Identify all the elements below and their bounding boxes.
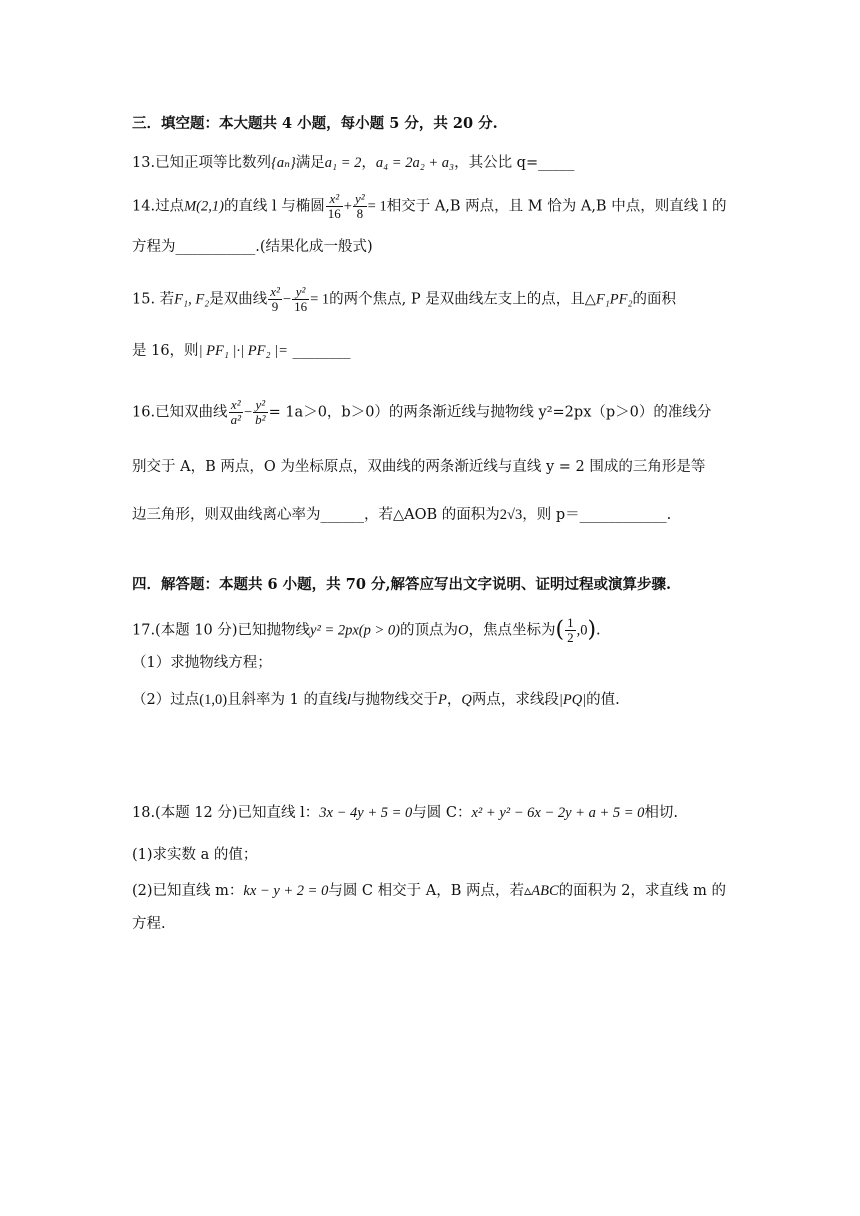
q14-answer-blank[interactable]: ___________: [175, 239, 256, 255]
q18-part2-text-a: (2)已知直线 m：: [132, 883, 244, 899]
q17-head: 17.(本题 10 分)已知抛物线: [132, 622, 311, 639]
question-14-line-1: [132, 192, 727, 221]
q16-fraction-2: $\frac{\text{y²}}{\text{b²}}$: [255, 397, 266, 427]
q17-focus-y: ,0: [576, 622, 588, 639]
q17-text-2: ，焦点坐标为: [468, 622, 556, 639]
q14-equals: = 1: [367, 198, 387, 215]
question-18-line-1: [132, 803, 678, 823]
q13-text-3: ，其公比 q=: [454, 155, 539, 171]
q13-condition-2: a₄ = 2a₂ + a₃: [375, 155, 455, 171]
q17-equation: y² = 2px(p > 0): [310, 622, 400, 639]
section-3-title: 三．填空题：本大题共 4 小题，每小题 5 分，共 20 分.: [132, 115, 498, 132]
q17-right-paren: ): [587, 617, 597, 643]
question-18-part-2-line-1: [132, 881, 726, 901]
q15-foci: F₁, F₂: [174, 291, 210, 308]
section-4-title: 四．解答题：本题共 6 小题，共 70 分,解答应写出文字说明、证明过程或演算步骤.: [132, 576, 672, 593]
q17-part2-text-a: （2）过点: [132, 692, 200, 708]
q15-hyperbola-fraction-1: $\frac{\text{x²}}{9}$: [270, 284, 280, 314]
q15-text-3: 的两个焦点, P 是双曲线左支上的点，且: [329, 291, 585, 308]
q15-minus: −: [282, 291, 292, 308]
q13-sequence: {aₙ}: [271, 155, 296, 171]
q16-area: 2√3: [499, 507, 523, 523]
q13-condition-1: a₁ = 2: [324, 155, 362, 171]
q18-text-2: 相切.: [644, 805, 679, 821]
q14-text-2: 的直线 l 与椭圆: [223, 198, 325, 215]
q17-part2-text-e: 两点，求线段: [471, 692, 559, 708]
q16-text-7: .: [666, 507, 672, 523]
q17-left-paren: (: [555, 617, 565, 643]
question-16-line-1: [132, 398, 711, 427]
question-17-line-1: [132, 616, 601, 645]
q17-point-q: Q: [461, 692, 472, 708]
question-18-part-2-line-2: 方程.: [132, 916, 166, 932]
q17-segment: |PQ|: [558, 692, 587, 708]
question-15-line-2: [132, 341, 351, 361]
q14-ellipse-fraction-2: $\frac{\text{y²}}{8}$: [354, 191, 365, 221]
q17-text-1: 的顶点为: [400, 622, 458, 639]
q14-point: M(2,1): [184, 198, 224, 215]
q16-text-2: = 1a＞0，b＞0）的两条渐近线与抛物线 y²=2px（p＞0）的准线分: [268, 404, 712, 421]
q17-part2-text-b: 且斜率为 1 的直线: [227, 692, 347, 708]
q18-triangle: ▵ABC: [524, 883, 559, 899]
q17-part2-text-f: 的值.: [586, 692, 620, 708]
q18-part2-text-c: 的面积为 2，求直线 m 的: [558, 883, 726, 899]
question-17-part-1: （1）求抛物线方程；: [132, 655, 272, 671]
q15-answer-blank[interactable]: ________: [292, 343, 351, 359]
q14-number: 14.: [132, 198, 156, 215]
q17-point-p: P: [438, 692, 447, 708]
q13-separator: ，: [361, 155, 376, 171]
q17-point: (1,0): [199, 692, 228, 708]
question-16-line-2: 别交于 A，B 两点，O 为坐标原点，双曲线的两条渐近线与直线 y = 2 围成的三角形是等: [132, 459, 706, 475]
q14-ellipse-fraction-1: $\frac{\text{x²}}{16}$: [327, 191, 341, 221]
q15-triangle: △F₁PF₂: [584, 291, 633, 308]
question-17-part-2: [132, 690, 620, 710]
q15-expression: | PF₁ |·| PF₂ |=: [198, 343, 288, 359]
q15-equals: = 1: [310, 291, 330, 308]
q15-text-2: 是双曲线: [209, 291, 268, 308]
q18-part2-text-b: 与圆 C 相交于 A，B 两点，若: [328, 883, 524, 899]
q15-text-4: 的面积: [632, 291, 677, 308]
q18-line-equation: 3x − 4y + 5 = 0: [319, 805, 413, 821]
q15-number: 15.: [132, 291, 156, 308]
question-16-line-3: [132, 505, 671, 525]
q16-answer-blank-2[interactable]: ____________: [579, 507, 667, 523]
q13-text-2: 满足: [295, 155, 325, 171]
q16-number: 16.: [132, 404, 156, 421]
question-13: [132, 153, 574, 173]
q16-text-4: 边三角形，则双曲线离心率为: [132, 507, 321, 523]
q14-text-5: .(结果化成一般式): [255, 239, 373, 255]
q16-text-5: ，若△AOB 的面积为: [364, 507, 500, 523]
question-18-part-1: (1)求实数 a 的值；: [132, 847, 258, 863]
q18-text-1: 与圆 C：: [412, 805, 472, 821]
q14-text-1: 过点: [155, 198, 185, 215]
q17-focus-fraction: $\frac{1}{2}$: [567, 615, 574, 645]
q14-text-3: 相交于 A,B 两点，且 M 恰为 A,B 中点，则直线 l 的: [386, 198, 727, 215]
q17-part2-text-d: ，: [446, 692, 462, 708]
q16-text-6: ，则 p＝: [522, 507, 580, 523]
q18-circle-equation: x² + y² − 6x − 2y + a + 5 = 0: [471, 805, 645, 821]
q17-text-3: .: [596, 622, 601, 639]
q18-line-m: kx − y + 2 = 0: [243, 883, 329, 899]
q17-line-l: l: [346, 692, 352, 708]
q16-minus: −: [243, 404, 253, 421]
q16-answer-blank-1[interactable]: ______: [320, 507, 364, 523]
question-15-line-1: [132, 285, 676, 314]
q14-plus: +: [343, 198, 352, 215]
q13-text-1: 已知正项等比数列: [155, 155, 272, 171]
q17-part2-text-c: 与抛物线交于: [351, 692, 439, 708]
q16-text-1: 已知双曲线: [155, 404, 228, 421]
q15-text-1: 若: [159, 291, 175, 308]
q15-hyperbola-fraction-2: $\frac{\text{y²}}{16}$: [294, 284, 308, 314]
q15-text-5: 是 16，则: [132, 343, 199, 359]
q17-vertex: O: [458, 622, 469, 639]
q16-fraction-1: $\frac{\text{x²}}{\text{a²}}$: [230, 397, 241, 427]
q13-answer-blank[interactable]: _____: [538, 155, 575, 171]
q14-text-4: 方程为: [132, 239, 176, 255]
question-14-line-2: [132, 237, 373, 257]
q13-number: 13.: [132, 155, 156, 171]
q18-head: 18.(本题 12 分)已知直线 l：: [132, 805, 320, 821]
